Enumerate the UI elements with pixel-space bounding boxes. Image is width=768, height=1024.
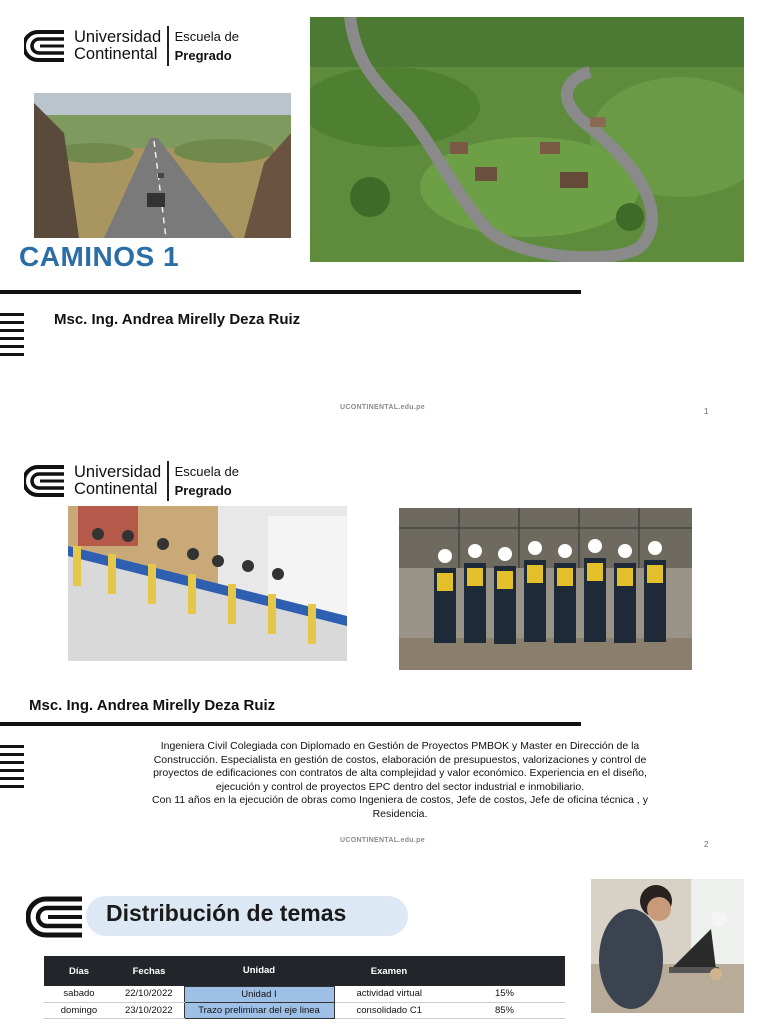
workers-team-photo	[399, 508, 692, 670]
cell-unit: Trazo preliminar del eje linea	[184, 1002, 334, 1018]
topics-table	[44, 956, 565, 1019]
presenter-bio	[118, 740, 682, 822]
cell-date: 22/10/2022	[114, 986, 184, 1002]
brand-sub-1: Escuela de	[174, 464, 239, 479]
footer-url: UCONTINENTAL.edu.pe	[340, 404, 425, 411]
table-header-row	[44, 956, 565, 986]
table-row	[44, 1002, 565, 1018]
divider-rule	[0, 290, 581, 294]
page-number: 1	[704, 407, 709, 416]
brand-sub-1: Escuela de	[174, 29, 239, 44]
brand-line-1: Universidad	[74, 28, 162, 46]
logo-divider	[167, 461, 169, 501]
continental-logo-icon	[26, 896, 86, 943]
site-team-balcony-photo	[68, 506, 347, 661]
header-dias: Días	[44, 956, 114, 986]
cell-day: sabado	[44, 986, 114, 1002]
brand-line-1: Universidad	[74, 463, 162, 481]
bio-line: Con 11 años en la ejecución de obras como Ingeniera de costos, Jefe de costos, Jefe de oficina técnica , y	[152, 794, 648, 807]
cell-unit: Unidad I	[184, 986, 334, 1002]
cell-exam: consolidado C1	[334, 1002, 444, 1018]
header-fechas: Fechas	[114, 956, 184, 986]
bio-line: proyectos de edificaciones con contratos de alta complejidad y valor económico. Experiencia en el diseño,	[153, 767, 647, 780]
menu-lines-icon	[0, 745, 24, 793]
section-title: Distribución de temas	[86, 896, 408, 936]
divider-rule	[0, 722, 581, 726]
table-row	[44, 986, 565, 1002]
desert-road-photo	[34, 93, 291, 238]
slide-2	[0, 440, 768, 860]
cell-weight: 15%	[444, 986, 565, 1002]
university-logo	[24, 26, 239, 66]
slide-3	[0, 868, 768, 1024]
brand-line-2: Continental	[74, 45, 158, 63]
university-logo	[24, 461, 239, 501]
continental-logo-icon	[24, 29, 68, 63]
continental-logo-icon	[24, 464, 68, 498]
page-number: 2	[704, 840, 709, 849]
menu-lines-icon	[0, 313, 24, 361]
bio-line: Ingeniera Civil Colegiada con Diplomado en Gestión de Proyectos PMBOK y Master en Dirección de la	[160, 740, 640, 752]
bio-line: ejecución y control de proyectos EPC dentro del sector industrial e inmobiliario.	[215, 780, 585, 793]
cell-date: 23/10/2022	[114, 1002, 184, 1018]
header-examen: Examen	[334, 956, 444, 986]
brand-line-2: Continental	[74, 480, 158, 498]
header-unidad: Unidad	[184, 956, 334, 986]
brand-sub-2: Pregrado	[174, 483, 232, 498]
presenter-name: Msc. Ing. Andrea Mirelly Deza Ruiz	[29, 697, 276, 714]
logo-divider	[167, 26, 169, 66]
course-title: CAMINOS 1	[19, 241, 180, 272]
footer-url: UCONTINENTAL.edu.pe	[340, 837, 425, 844]
bio-line: Residencia.	[372, 807, 428, 820]
cell-exam: actividad virtual	[334, 986, 444, 1002]
brand-sub-2: Pregrado	[174, 48, 232, 63]
presenter-name: Msc. Ing. Andrea Mirelly Deza Ruiz	[54, 311, 301, 328]
winding-road-photo	[310, 17, 744, 262]
cell-weight: 85%	[444, 1002, 565, 1018]
bio-line: Construcción. Especialista en gestión de costos, elaboración de presupuestos, valorizaciones y control de	[153, 753, 647, 766]
header-weight	[444, 956, 565, 986]
slide-1	[0, 0, 768, 432]
student-laptop-photo	[591, 879, 744, 1013]
cell-day: domingo	[44, 1002, 114, 1018]
